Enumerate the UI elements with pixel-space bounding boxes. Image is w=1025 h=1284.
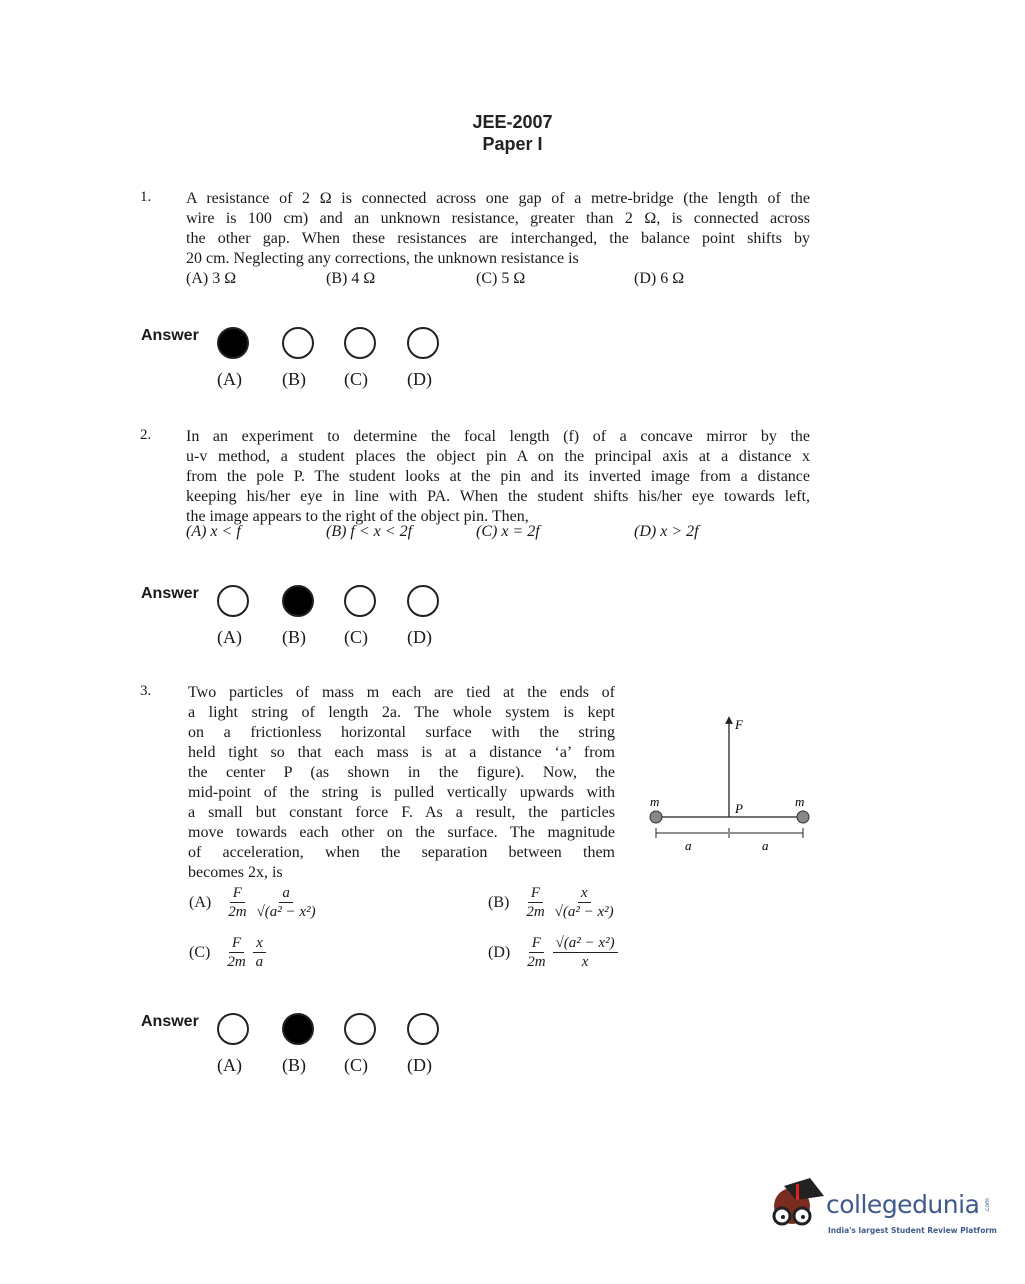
option-label: (C) xyxy=(189,943,211,961)
exam-title: JEE-2007 xyxy=(472,112,553,132)
answer-bubble-b[interactable] xyxy=(282,585,314,617)
numerator: √(a² − x²) xyxy=(553,934,618,953)
question-line: becomes 2x, is xyxy=(188,864,283,881)
mass-right xyxy=(797,811,809,823)
answer-bubble-label: (B) xyxy=(282,1055,306,1075)
option-label: (A) xyxy=(189,893,212,911)
answer-bubble-label: (D) xyxy=(407,369,432,389)
question-options xyxy=(186,523,786,543)
question-line: on a frictionless horizontal surface with the string xyxy=(188,724,615,741)
question-line: mid-point of the string is pulled vertically upwards with xyxy=(188,784,615,801)
answer-bubble-b[interactable] xyxy=(282,1013,314,1045)
answer-bubble-label: (A) xyxy=(217,1055,242,1075)
mass-left xyxy=(650,811,662,823)
logo-suffix: .com xyxy=(983,1198,991,1213)
fraction xyxy=(254,884,319,921)
answer-bubble-label: (A) xyxy=(217,627,242,647)
question-line: from the pole P. The student looks at the pin and its inverted image from a distance xyxy=(186,468,810,485)
force-label: F xyxy=(735,717,743,732)
answer-bubble-label: (C) xyxy=(344,1055,368,1075)
option-a xyxy=(189,884,321,921)
numerator: F xyxy=(230,884,245,903)
answer-bubble-d[interactable] xyxy=(407,585,439,617)
numerator: x xyxy=(578,884,591,903)
answer-bubble-a[interactable] xyxy=(217,327,249,359)
question-options xyxy=(186,270,786,290)
answer-bubble-label: (B) xyxy=(282,627,306,647)
answer-bubble-a[interactable] xyxy=(217,1013,249,1045)
question-line: keeping his/her eye in line with PA. When the student shifts his/her eye towards left, xyxy=(186,488,810,505)
answer-label: Answer xyxy=(141,585,199,602)
answer-bubble-c[interactable] xyxy=(344,585,376,617)
question-line: of acceleration, when the separation between them xyxy=(188,844,615,861)
numerator: x xyxy=(253,934,266,953)
answer-bubble-label: (C) xyxy=(344,369,368,389)
fraction xyxy=(253,934,267,971)
string-force-figure xyxy=(640,700,830,870)
question-line: wire is 100 cm) and an unknown resistance, greater than 2 Ω, is connected across xyxy=(186,210,810,227)
logo-name: collegedunia xyxy=(826,1190,980,1219)
option-b: (B) 4 Ω xyxy=(326,270,376,287)
option-a: (A) 3 Ω xyxy=(186,270,237,287)
denominator: √(a² − x²) xyxy=(554,904,614,920)
answer-label: Answer xyxy=(141,1013,199,1030)
question-line: a light string of length 2a. The whole system is kept xyxy=(188,704,615,721)
option-c xyxy=(189,934,268,971)
question-line: a small but constant force F. As a result, the particles xyxy=(188,804,615,821)
collegedunia-logo xyxy=(766,1176,996,1246)
answer-label: Answer xyxy=(141,327,199,344)
question-line: the other gap. When these resistances are interchanged, the balance point shifts by xyxy=(186,230,810,247)
question-line: In an experiment to determine the focal length (f) of a concave mirror by the xyxy=(186,428,810,445)
mass-label-left: m xyxy=(650,794,660,809)
question-line: 20 cm. Neglecting any corrections, the unknown resistance is xyxy=(186,250,579,267)
fraction xyxy=(553,934,618,971)
question-line: Two particles of mass m each are tied at the ends of xyxy=(188,684,615,701)
fraction xyxy=(224,934,248,971)
question-number: 1. xyxy=(140,189,152,205)
distance-label-left: a xyxy=(685,838,692,853)
denominator: √(a² − x²) xyxy=(256,904,316,920)
answer-bubble-c[interactable] xyxy=(344,327,376,359)
option-b xyxy=(488,884,619,921)
question-line: held tight so that each mass is at a distance ‘a’ from xyxy=(188,744,615,761)
denominator: a xyxy=(255,954,264,970)
answer-bubble-b[interactable] xyxy=(282,327,314,359)
mascot-icon xyxy=(766,1176,826,1246)
question-line: u-v method, a student places the object pin A on the principal axis at a distance x xyxy=(186,448,810,465)
question-text xyxy=(186,189,810,269)
answer-bubble-label: (D) xyxy=(407,627,432,647)
answer-bubble-a[interactable] xyxy=(217,585,249,617)
question-line: move towards each other on the surface. The magnitude xyxy=(188,824,615,841)
answer-bubble-label: (A) xyxy=(217,369,242,389)
question-line: the image appears to the right of the object pin. Then, xyxy=(186,508,529,525)
denominator: 2m xyxy=(527,954,546,970)
option-d: (D) 6 Ω xyxy=(634,270,685,287)
denominator: 2m xyxy=(526,904,545,920)
option-label: (D) xyxy=(488,943,511,961)
option-b: (B) f < x < 2f xyxy=(326,523,413,540)
option-a: (A) x < f xyxy=(186,523,241,540)
answer-bubble-label: (C) xyxy=(344,627,368,647)
answer-bubble-c[interactable] xyxy=(344,1013,376,1045)
numerator: a xyxy=(279,884,293,903)
fraction xyxy=(523,884,547,921)
denominator: 2m xyxy=(227,954,246,970)
fraction xyxy=(225,884,249,921)
distance-label-right: a xyxy=(762,838,769,853)
question-text xyxy=(186,427,810,527)
question-line: the center P (as shown in the figure). Now, the xyxy=(188,764,615,781)
option-c: (C) 5 Ω xyxy=(476,270,526,287)
denominator: x xyxy=(581,954,589,970)
answer-bubble-d[interactable] xyxy=(407,1013,439,1045)
mass-label-right: m xyxy=(795,794,805,809)
option-d xyxy=(488,934,620,971)
option-d: (D) x > 2f xyxy=(634,523,699,540)
denominator: 2m xyxy=(228,904,247,920)
logo-tagline: India's largest Student Review Platform xyxy=(828,1226,997,1235)
question-text xyxy=(188,683,615,883)
question-number: 3. xyxy=(140,683,152,699)
fraction xyxy=(552,884,617,921)
question-number: 2. xyxy=(140,427,152,443)
point-label: P xyxy=(735,801,743,816)
option-label: (B) xyxy=(488,893,510,911)
paper-title: Paper I xyxy=(482,134,543,154)
fraction xyxy=(524,934,548,971)
numerator: F xyxy=(529,934,544,953)
numerator: F xyxy=(528,884,543,903)
answer-bubble-d[interactable] xyxy=(407,327,439,359)
answer-bubble-label: (D) xyxy=(407,1055,432,1075)
option-c: (C) x = 2f xyxy=(476,523,540,540)
question-line: A resistance of 2 Ω is connected across one gap of a metre-bridge (the length of the xyxy=(186,190,810,207)
numerator: F xyxy=(229,934,244,953)
answer-bubble-label: (B) xyxy=(282,369,306,389)
